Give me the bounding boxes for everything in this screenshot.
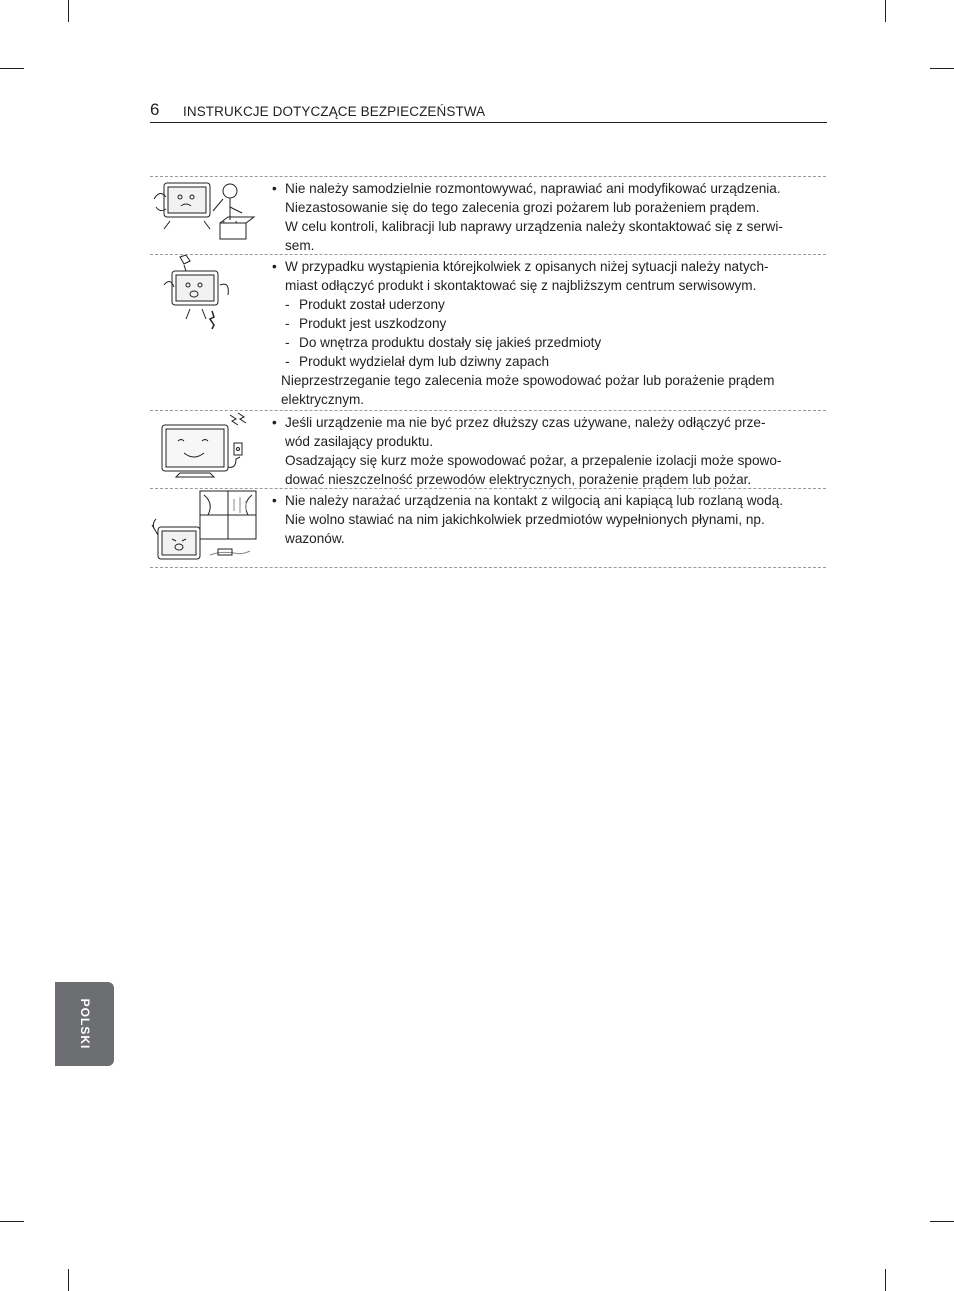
crop-mark (68, 1269, 69, 1291)
paragraph: sem. (285, 238, 315, 253)
page-header (150, 100, 827, 123)
bullet-icon: • (272, 415, 277, 430)
bullet-item: • Nie należy samodzielnie rozmontowywać, naprawiać ani modyfikować urządzenia. (272, 181, 781, 196)
list-item: - Produkt wydzielał dym lub dziwny zapach (285, 354, 550, 369)
bullet-icon: • (272, 493, 277, 508)
paragraph: wód zasilający produktu. (285, 434, 434, 449)
page-number: 6 (150, 100, 160, 119)
list-item: - Produkt jest uszkodzony (285, 316, 447, 331)
tv-damaged-illustration (150, 255, 262, 329)
tv-unplugged-illustration (150, 411, 262, 485)
bullet-icon: • (272, 259, 277, 274)
paragraph: Osadzający się kurz może spowodować pożar, a przepalenie izolacji może spowo- (285, 453, 782, 468)
row-text (272, 489, 826, 548)
tv-repair-illustration (150, 177, 262, 251)
crop-mark (930, 68, 954, 69)
safety-table (150, 176, 826, 568)
crop-mark (0, 68, 24, 69)
paragraph: elektrycznym. (281, 392, 365, 407)
paragraph: dować nieszczelność przewodów elektrycznych, porażenie prądem lub pożar. (285, 472, 752, 487)
safety-row (150, 177, 826, 255)
row-text (272, 255, 826, 409)
language-label: POLSKI (77, 998, 92, 1050)
bullet-icon: • (272, 181, 277, 196)
bullet-item: • Nie należy narażać urządzenia na kontakt z wilgocią ani kapiącą lub rozlaną wodą. (272, 493, 783, 508)
list-item: - Do wnętrza produktu dostały się jakieś przedmioty (285, 335, 602, 350)
paragraph: W celu kontroli, kalibracji lub naprawy urządzenia należy skontaktować się z serwi- (285, 219, 783, 234)
crop-mark (930, 1221, 954, 1222)
list-item: - Produkt został uderzony (285, 297, 445, 312)
crop-mark (68, 0, 69, 22)
safety-row (150, 489, 826, 568)
safety-row (150, 255, 826, 411)
page-title: INSTRUKCJE DOTYCZĄCE BEZPIECZEŃSTWA (183, 104, 486, 119)
row-text (272, 411, 826, 489)
safety-row (150, 411, 826, 489)
crop-mark (0, 1221, 24, 1222)
paragraph: Nieprzestrzeganie tego zalecenia może spowodować pożar lub porażenie prądem (281, 373, 775, 388)
paragraph: miast odłączyć produkt i skontaktować się z najbliższym centrum serwisowym. (285, 278, 757, 293)
bullet-item: • Jeśli urządzenie ma nie być przez dłuższy czas używane, należy odłączyć prze- (272, 415, 766, 430)
bullet-item: • W przypadku wystąpienia którejkolwiek z opisanych niżej sytuacji należy natych- (272, 259, 769, 274)
row-text (272, 177, 826, 255)
crop-mark (885, 0, 886, 22)
paragraph: Nie wolno stawiać na nim jakichkolwiek przedmiotów wypełnionych płynami, np. (285, 512, 765, 527)
language-tab (55, 982, 114, 1066)
crop-mark (885, 1269, 886, 1291)
paragraph: wazonów. (285, 531, 345, 546)
tv-moisture-illustration (150, 489, 262, 565)
paragraph: Niezastosowanie się do tego zalecenia grozi pożarem lub porażeniem prądem. (285, 200, 760, 215)
